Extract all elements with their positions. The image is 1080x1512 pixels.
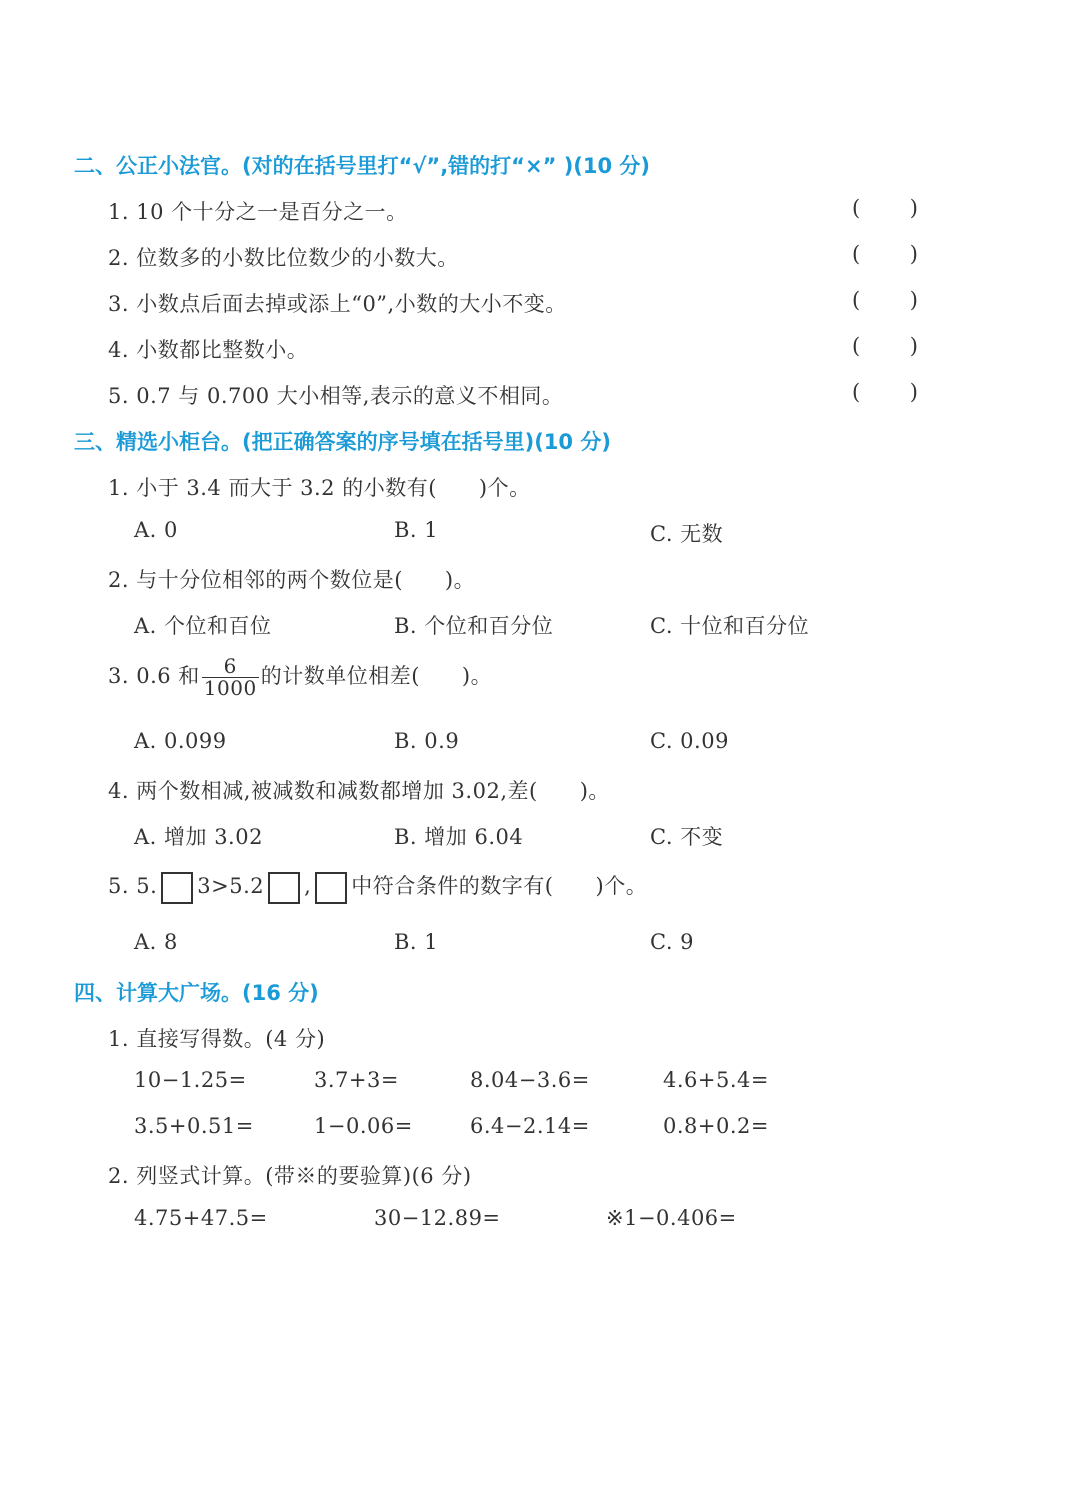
calc-expression: 6.4−2.14= <box>470 1114 590 1138</box>
q1-option-c: C. 无数 <box>650 522 724 546</box>
judge-item-1: 1. 10 个十分之一是百分之一。 <box>108 200 408 224</box>
choice-question-1: 1. 小于 3.4 而大于 3.2 的小数有( )个。 <box>108 476 531 500</box>
judge-item-3: 3. 小数点后面去掉或添上“0”,小数的大小不变。 <box>108 292 567 316</box>
section-3-heading: 三、精选小柜台。(把正确答案的序号填在括号里)(10 分) <box>74 430 611 454</box>
judge-item-5: 5. 0.7 与 0.700 大小相等,表示的意义不相同。 <box>108 384 564 408</box>
answer-paren-3[interactable]: ( ) <box>852 288 918 312</box>
q5-option-c: C. 9 <box>650 930 695 954</box>
answer-paren-5[interactable]: ( ) <box>852 380 918 404</box>
answer-paren-2[interactable]: ( ) <box>852 242 918 266</box>
digit-box-3[interactable] <box>315 872 347 904</box>
calc-expression: ※1−0.406= <box>606 1206 737 1230</box>
calc-expression: 4.6+5.4= <box>663 1068 769 1092</box>
q3-option-c: C. 0.09 <box>650 729 729 753</box>
answer-paren-4[interactable]: ( ) <box>852 334 918 358</box>
calc-expression: 1−0.06= <box>314 1114 413 1138</box>
q3-option-b: B. 0.9 <box>394 729 460 753</box>
choice-question-5: 5. 5. 3>5.2 , 中符合条件的数字有( )个。 <box>108 870 647 904</box>
calc-expression: 3.5+0.51= <box>134 1114 254 1138</box>
q5-option-b: B. 1 <box>394 930 439 954</box>
q4-option-b: B. 增加 6.04 <box>394 825 524 849</box>
calc-expression: 30−12.89= <box>374 1206 501 1230</box>
fraction: $\frac{6}{1000}$ <box>203 654 257 700</box>
q3-option-a: A. 0.099 <box>134 729 227 753</box>
calc-expression: 3.7+3= <box>314 1068 399 1092</box>
calc-expression: 10−1.25= <box>134 1068 247 1092</box>
digit-box-1[interactable] <box>161 872 193 904</box>
calc-sub2-title: 2. 列竖式计算。(带※的要验算)(6 分) <box>108 1164 472 1188</box>
q4-option-a: A. 增加 3.02 <box>134 825 263 849</box>
q1-option-b: B. 1 <box>394 518 439 542</box>
section-2-heading: 二、公正小法官。(对的在括号里打“√”,错的打“×” )(10 分) <box>74 154 651 178</box>
digit-box-2[interactable] <box>268 872 300 904</box>
choice-question-3: 3. 0.6 和 $\frac{6}{1000}$ 的计数单位相差( )。 <box>108 654 493 700</box>
q2-option-c: C. 十位和百分位 <box>650 614 810 638</box>
q4-option-c: C. 不变 <box>650 825 724 849</box>
q2-option-a: A. 个位和百位 <box>134 614 272 638</box>
q1-option-a: A. 0 <box>134 518 178 542</box>
calc-expression: 8.04−3.6= <box>470 1068 590 1092</box>
answer-paren-1[interactable]: ( ) <box>852 196 918 220</box>
q2-option-b: B. 个位和百分位 <box>394 614 554 638</box>
choice-question-2: 2. 与十分位相邻的两个数位是( )。 <box>108 568 476 592</box>
judge-item-2: 2. 位数多的小数比位数少的小数大。 <box>108 246 459 270</box>
calc-sub1-title: 1. 直接写得数。(4 分) <box>108 1027 326 1051</box>
calc-expression: 4.75+47.5= <box>134 1206 268 1230</box>
section-4-heading: 四、计算大广场。(16 分) <box>74 981 319 1005</box>
judge-item-4: 4. 小数都比整数小。 <box>108 338 309 362</box>
calc-expression: 0.8+0.2= <box>663 1114 769 1138</box>
q5-option-a: A. 8 <box>134 930 178 954</box>
choice-question-4: 4. 两个数相减,被减数和减数都增加 3.02,差( )。 <box>108 779 610 803</box>
